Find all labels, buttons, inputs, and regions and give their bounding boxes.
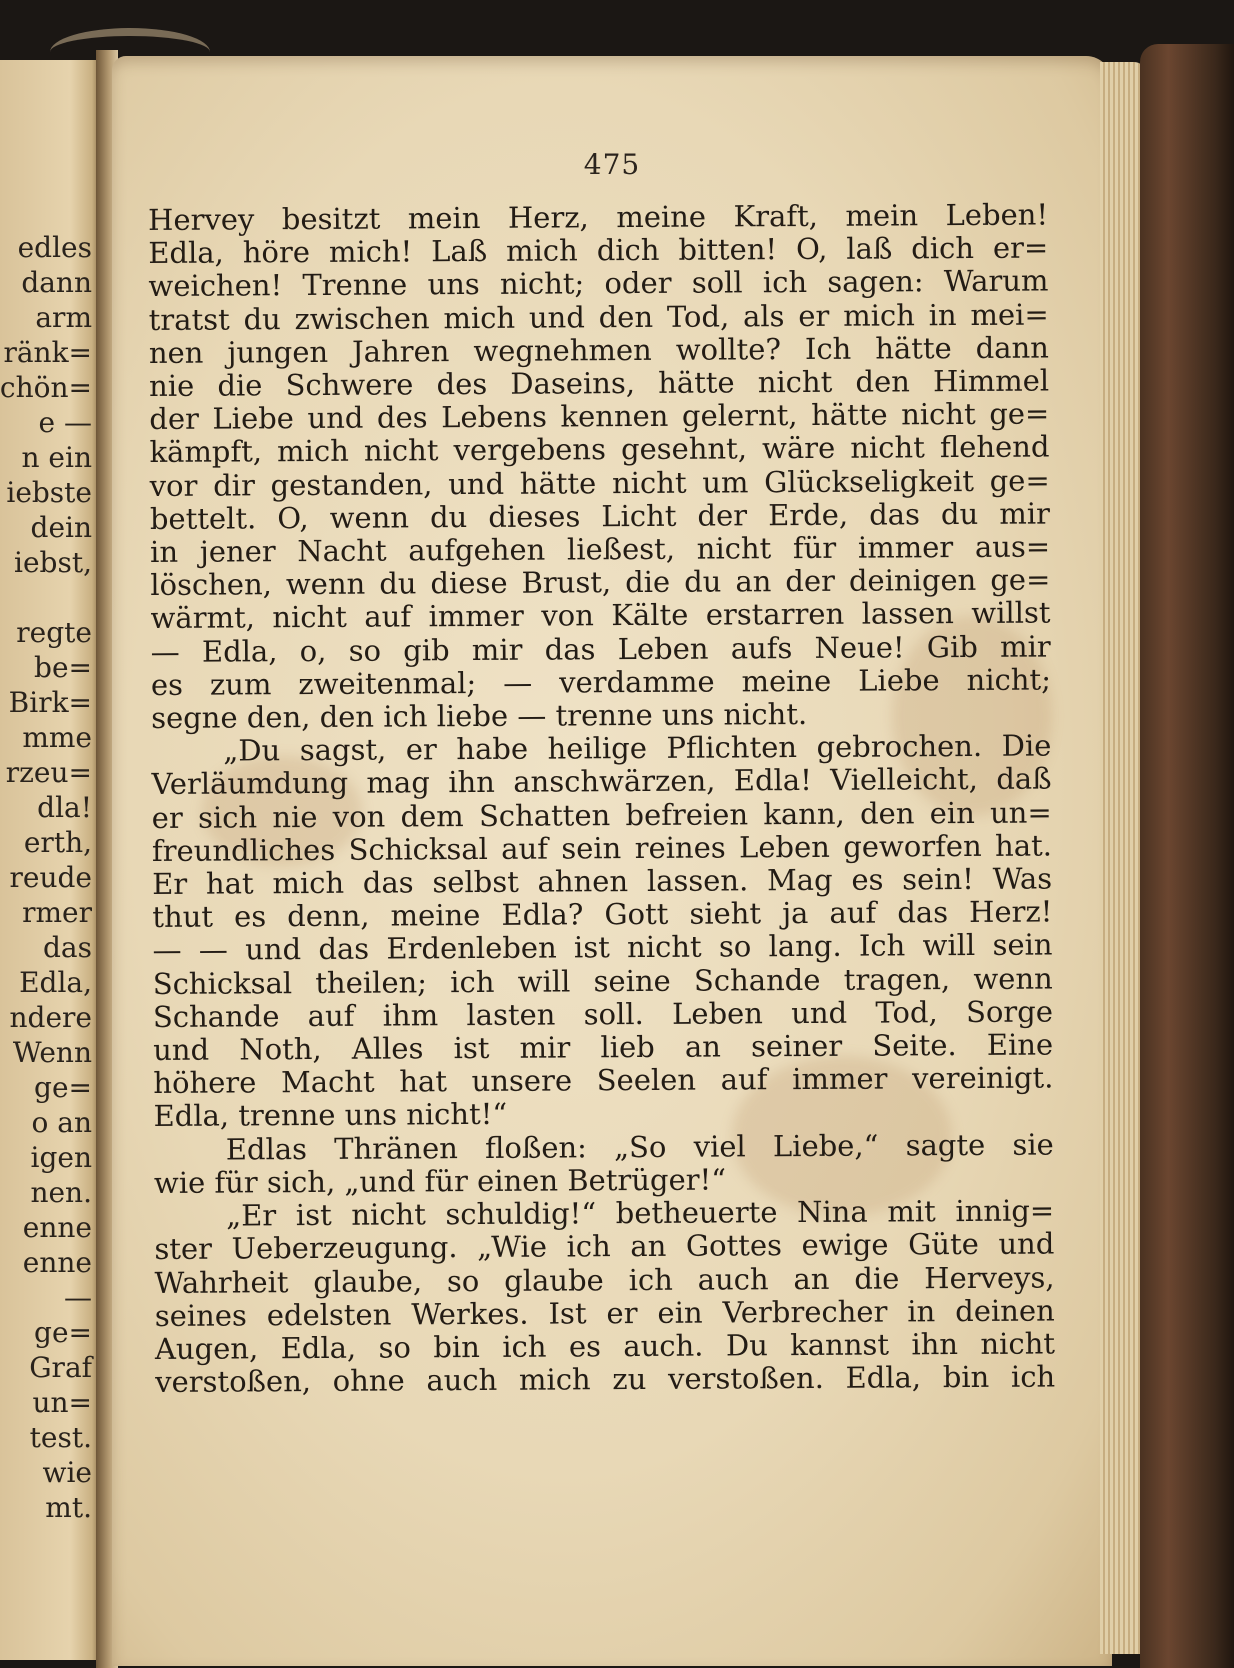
text-line: Wahrheit glaube, so glaube ich auch an die Herveys,: [154, 1259, 1055, 1300]
previous-page-fragment: Birk=: [8, 686, 92, 719]
previous-page-fragment: o an: [31, 1106, 92, 1139]
text-line: löschen, wenn du diese Brust, die du an der deinigen ge=: [150, 562, 1051, 603]
text-line: tratst du zwischen mich und den Tod, als er mich in mei=: [148, 297, 1049, 337]
previous-page-fragment: edles: [17, 231, 92, 264]
text-line: nen jungen Jahren wegnehmen wollte? Ich hätte dann: [148, 330, 1049, 370]
text-line: Edla, höre mich! Laß mich dich bitten! O, laß dich er=: [148, 230, 1049, 271]
previous-page-fragment: nen.: [30, 1176, 92, 1209]
text-line: Edlas Thränen floßen: „So viel Liebe,“ sagte sie: [225, 1127, 1054, 1167]
previous-page-fragment: rmer: [22, 896, 92, 929]
text-line: weichen! Trenne uns nicht; oder soll ich sagen: Warum: [148, 263, 1049, 304]
previous-page-fragment: ndere: [9, 1001, 92, 1034]
previous-page-fragment: dla!: [37, 791, 92, 824]
previous-page-fragment: enne: [22, 1211, 92, 1244]
text-line: nie die Schwere des Daseins, hätte nicht den Himmel: [149, 363, 1050, 404]
previous-page-fragment: mt.: [45, 1491, 92, 1524]
previous-page-fragment: erth,: [23, 826, 92, 859]
previous-page-fragment: igen: [30, 1141, 92, 1174]
previous-page-fragment: Wenn: [12, 1036, 92, 1069]
previous-page-edge: [0, 60, 100, 1660]
text-line: Schicksal theilen; ich will seine Schande tragen, wenn: [152, 961, 1053, 1001]
text-line: verstoßen, ohne auch mich zu verstoßen. Edla, bin ich: [155, 1359, 1056, 1400]
text-line: segne den, den ich liebe — trenne uns nicht.: [151, 697, 808, 736]
previous-page-fragment: dein: [30, 511, 92, 544]
previous-page-fragment: arm: [35, 301, 92, 334]
previous-page-fragment: ge=: [34, 1316, 92, 1349]
text-line: Er hat mich das selbst ahnen lassen. Mag es sein! Was: [152, 861, 1053, 902]
previous-page-fragment: n ein: [21, 441, 92, 474]
previous-page-fragment: wie: [42, 1456, 92, 1489]
previous-page-fragment: Edla,: [19, 966, 92, 999]
previous-page-fragment: be=: [34, 651, 92, 684]
text-line: Augen, Edla, so bin ich es auch. Du kannst ihn nicht: [154, 1326, 1056, 1366]
text-line: ster Ueberzeugung. „Wie ich an Gottes ewige Güte und: [154, 1226, 1055, 1267]
previous-page-fragment: dann: [21, 266, 92, 299]
previous-page-fragment: iebste: [6, 476, 92, 509]
book-cover-edge: [1140, 44, 1234, 1668]
previous-page-fragment: iebst,: [14, 546, 92, 579]
text-line: „Er ist nicht schuldig!“ betheuerte Nina mit innig=: [226, 1193, 1055, 1233]
text-line: wie für sich, „und für einen Betrüger!“: [153, 1162, 727, 1200]
text-line: — — und das Erdenleben ist nicht so lang. Ich will sein: [152, 927, 1053, 968]
previous-page-fragment: un=: [32, 1386, 92, 1419]
text-line: und Noth, Alles ist mir lieb an seiner Seite. Eine: [153, 1027, 1054, 1068]
text-line: Edla, trenne uns nicht!“: [153, 1097, 508, 1134]
text-line: wärmt, nicht auf immer von Kälte erstarren lassen willst: [150, 595, 1051, 636]
text-line: vor dir gestanden, und hätte nicht um Glückseligkeit ge=: [149, 463, 1050, 503]
previous-page-fragment: e —: [38, 406, 92, 439]
previous-page-fragment: das: [43, 931, 92, 964]
text-line: höhere Macht hat unsere Seelen auf immer vereinigt.: [153, 1060, 1054, 1101]
text-line: in jener Nacht aufgehen ließest, nicht für immer aus=: [150, 529, 1051, 570]
text-line: Schande auf ihm lasten soll. Leben und Tod, Sorge: [152, 994, 1054, 1034]
page-number: 475: [583, 148, 641, 181]
book-page: [112, 56, 1112, 1666]
text-line: bettelt. O, wenn du dieses Licht der Erde, das du mir: [149, 496, 1051, 536]
previous-page-fragment: ge=: [34, 1071, 92, 1104]
previous-page-fragment: —: [64, 1281, 92, 1314]
previous-page-fragment: [0, 580, 92, 615]
previous-page-fragment: chön=: [0, 371, 92, 404]
previous-page-fragment: mme: [22, 721, 92, 754]
text-line: thut es denn, meine Edla? Gott sieht ja auf das Herz!: [152, 894, 1053, 935]
previous-page-fragment: regte: [16, 616, 92, 649]
text-line: seines edelsten Werkes. Ist er ein Verbrecher in deinen: [154, 1293, 1055, 1333]
previous-page-fragment: test.: [29, 1421, 92, 1454]
text-line: freundliches Schicksal auf sein reines Leben geworfen hat.: [151, 828, 1053, 868]
previous-page-fragment: enne: [22, 1246, 92, 1279]
text-line: es zum zweitenmal; — verdamme meine Liebe nicht;: [150, 662, 1052, 702]
text-line: Verläumdung mag ihn anschwärzen, Edla! Vielleicht, daß: [151, 761, 1052, 802]
text-line: der Liebe und des Lebens kennen gelernt, hätte nicht ge=: [149, 396, 1050, 437]
text-line: kämpft, mich nicht vergebens gesehnt, wäre nicht flehend: [149, 429, 1050, 470]
previous-page-text: [0, 230, 92, 1525]
previous-page-fragment: Graf: [29, 1351, 92, 1384]
previous-page-fragment: ränk=: [3, 336, 92, 369]
text-line: „Du sagst, er habe heilige Pflichten gebrochen. Die: [223, 728, 1052, 768]
previous-page-fragment: reude: [9, 861, 92, 894]
text-line: — Edla, o, so gib mir das Leben aufs Neue! Gib mir: [150, 629, 1051, 669]
previous-page-fragment: rzeu=: [5, 756, 92, 789]
text-line: er sich nie von dem Schatten befreien kann, den ein un=: [151, 795, 1052, 835]
text-line: Hervey besitzt mein Herz, meine Kraft, mein Leben!: [147, 197, 1049, 237]
page-body-text: [148, 199, 1055, 1400]
